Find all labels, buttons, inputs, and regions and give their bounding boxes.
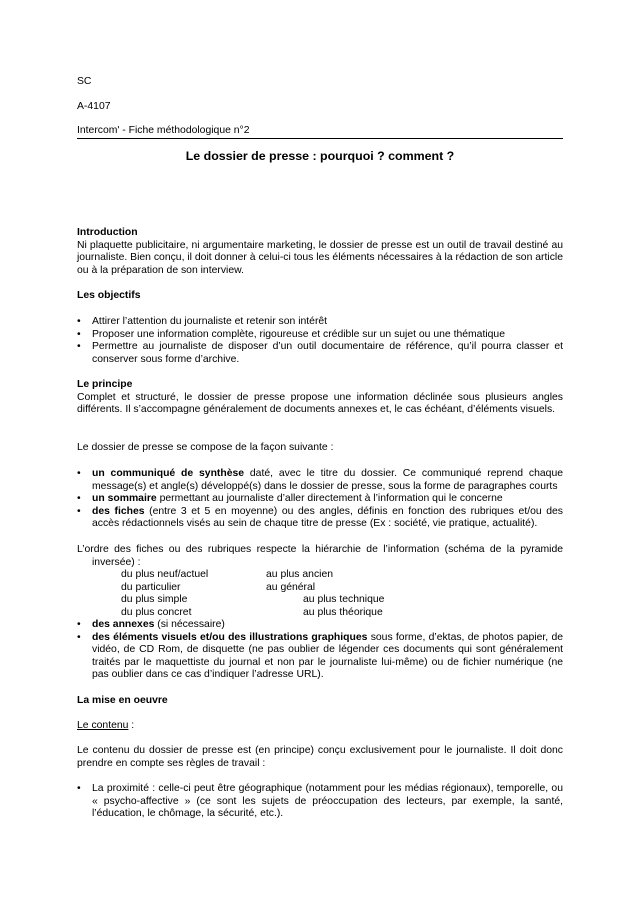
header-subtitle: Intercom' - Fiche méthodologique n°2 <box>77 125 250 136</box>
principe-compose: Le dossier de presse se compose de la façon suivante : <box>77 442 334 453</box>
annex-list <box>77 619 563 682</box>
hierarchy-row <box>77 594 563 607</box>
intro-heading: Introduction <box>77 227 138 238</box>
objectifs-list <box>77 316 563 366</box>
list-item <box>77 632 563 682</box>
hierarchy-row <box>77 569 563 582</box>
item-bold: des éléments visuels et/ou des illustrations graphiques <box>92 631 368 643</box>
header-code: SC <box>77 76 92 87</box>
list-item: • Proposer une information complète, rigoureuse et crédible sur un sujet ou une thématique <box>77 329 563 342</box>
header-divider <box>77 138 563 139</box>
principe-heading: Le principe <box>77 379 133 390</box>
hierarchy-right: au général <box>266 581 316 593</box>
item-text: (entre 3 et 5 en moyenne) ou des angles, définis en fonction des rubriques et/ou des accès rédactionnels visés au sein de chaque titre de presse (Ex : société, vie pratique, actualité). <box>92 505 563 530</box>
objectifs-heading: Les objectifs <box>77 290 141 301</box>
hierarchy-table <box>77 569 563 619</box>
mise-heading: La mise en oeuvre <box>77 695 168 706</box>
contenu-subheading <box>77 720 563 733</box>
ordre-text <box>77 544 563 569</box>
list-item <box>77 619 563 632</box>
item-bold: des fiches <box>92 505 145 517</box>
principe-text: Complet et structuré, le dossier de presse propose une information déclinée sous plusieurs angles différents. Il s’accompagne généralement de documents annexes et, le cas échéant, d’éléments visuels. <box>77 391 563 416</box>
item-bold: un sommaire <box>92 493 157 505</box>
header-reference: A-4107 <box>77 101 111 112</box>
hierarchy-left: du plus simple <box>121 594 188 606</box>
hierarchy-right: au plus technique <box>303 594 385 606</box>
list-item <box>77 468 563 493</box>
ordre-paragraph: L’ordre des fiches ou des rubriques respecte la hiérarchie de l’information (schéma de la pyramide inversée) : <box>77 544 563 568</box>
list-item <box>77 506 563 531</box>
contenu-label: Le contenu <box>77 720 129 731</box>
hierarchy-left: du plus neuf/actuel <box>121 569 209 580</box>
intro-text: Ni plaquette publicitaire, ni argumentaire marketing, le dossier de presse est un outil de travail destiné au journaliste. Bien conçu, il doit donner à celui-ci tous les éléments nécessaires à la rédaction de son article ou à la préparation de son interview. <box>77 239 563 276</box>
composition-list <box>77 468 563 531</box>
item-text: daté, avec le titre du dossier. Ce communiqué reprend chaque message(s) et angle(s) développé(s) dans le dossier de presse, sous la forme de paragraphes courts <box>92 468 564 492</box>
hierarchy-right: au plus théorique <box>303 606 383 618</box>
hierarchy-right: au plus ancien <box>266 569 334 580</box>
mise-list <box>77 783 563 821</box>
item-text: permettant au journaliste d’aller directement à l’information qui le concerne <box>156 493 503 505</box>
item-bold: des annexes <box>92 619 155 630</box>
mise-text: Le contenu du dossier de presse est (en principe) conçu exclusivement pour le journaliste. Il doit donc prendre en compte ses règles de travail : <box>77 745 563 769</box>
item-bold: un communiqué de synthèse <box>92 468 245 479</box>
hierarchy-left: du plus concret <box>121 606 192 618</box>
principe-section <box>77 379 563 417</box>
hierarchy-row <box>77 582 563 595</box>
hierarchy-row <box>77 607 563 620</box>
list-item: • Permettre au journaliste de disposer d’un outil documentaire de référence, qu’il pourra classer et conserver sous forme d’archive. <box>77 341 563 366</box>
document-title: Le dossier de presse : pourquoi ? comment ? <box>185 149 455 163</box>
item-text: sous forme, d’ektas, de photos papier, de vidéo, de CD Rom, de disquette (ne pas oublier de légender ces documents qui sont généralement traités par le maquettiste du journal et non par le journaliste lui-même) ou de fichier numérique (ne pas oublier dans ce cas d’indiquer l’adresse URL). <box>92 631 564 681</box>
intro-section <box>77 227 563 277</box>
item-text: (si nécessaire) <box>154 619 225 630</box>
list-item: • Attirer l’attention du journaliste et retenir son intérêt <box>77 316 563 329</box>
list-item <box>77 493 563 506</box>
contenu-suffix: : <box>128 720 135 731</box>
list-item: • La proximité : celle-ci peut être géographique (notamment pour les médias régionaux), temporelle, ou « psycho-affective » (ce sont les sujets de préoccupation des lecteurs, par exemple, la santé, l’éducation, le chômage, la sécurité, etc.). <box>77 783 563 821</box>
hierarchy-left: du particulier <box>121 581 181 593</box>
